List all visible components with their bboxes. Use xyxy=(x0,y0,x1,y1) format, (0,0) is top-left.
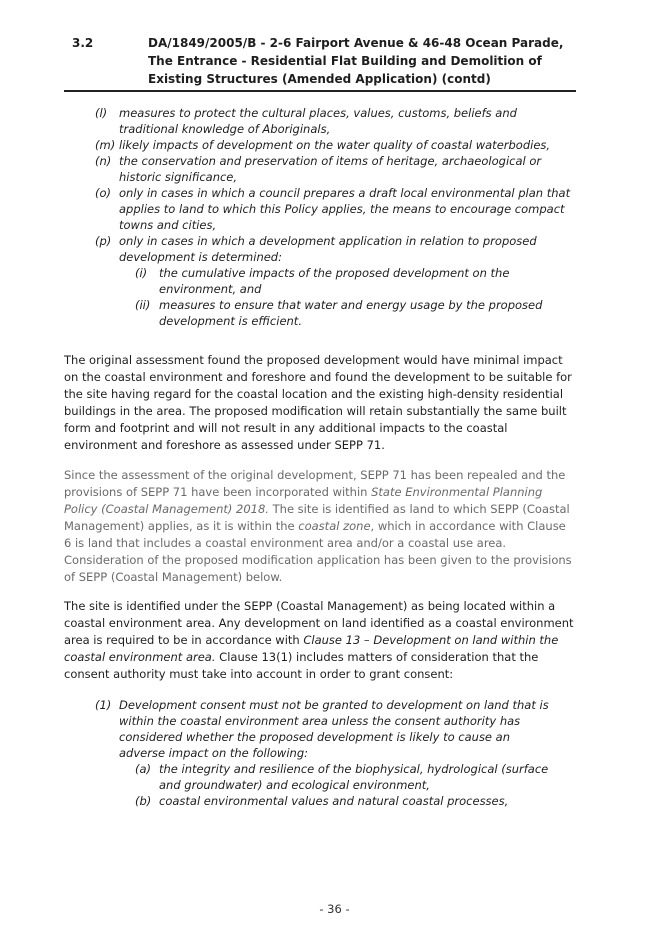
list-item-label: (i) xyxy=(135,266,148,280)
sub-list xyxy=(95,761,550,809)
list-item-label: (l) xyxy=(95,106,108,120)
sub-list-item xyxy=(135,265,575,297)
list-item-text: the conservation and preservation of items of heritage, archaeological or historic significance, xyxy=(119,154,542,184)
sub-list-item xyxy=(135,793,550,809)
list-item-label: (m) xyxy=(95,138,116,152)
sub-list-item xyxy=(135,297,575,329)
list-item xyxy=(95,137,575,153)
clause-list xyxy=(95,697,550,809)
list-item-text: coastal environmental values and natural coastal processes, xyxy=(159,794,509,808)
list-item-text: likely impacts of development on the water quality of coastal waterbodies, xyxy=(119,138,551,152)
list-item-label: (1) xyxy=(95,698,112,712)
list-item xyxy=(95,153,575,185)
header-divider xyxy=(64,90,576,92)
list-item-label: (p) xyxy=(95,234,112,248)
list-item-label: (ii) xyxy=(135,298,151,312)
list-item xyxy=(95,697,550,761)
sepp-paragraph: Since the assessment of the original development, SEPP 71 has been repealed and the provisions of SEPP 71 have been incorporated within State Environmental Planning Policy (Coastal Management) 2018. The site is identified as land to which SEPP (Coastal Management) applies, as it is within the coastal zone, which in accordance with Clause 6 is land that includes a coastal environment area and/or a coastal use area. Consideration of the proposed modification application has been given to the provisions of SEPP (Coastal Management) below. xyxy=(64,468,572,584)
sub-list-item xyxy=(135,761,550,793)
section-title: DA/1849/2005/B - 2-6 Fairport Avenue & 46-48 Ocean Parade, The Entrance - Residential Flat Building and Demolition of Existing Structures (Amended Application) (contd) xyxy=(148,36,564,86)
coastal-zone-term: coastal zone xyxy=(298,519,371,533)
list-item-text: only in cases in which a development application in relation to proposed development is determined: xyxy=(119,234,537,264)
assessment-paragraph: The original assessment found the proposed development would have minimal impact on the coastal environment and foreshore and found the development to be suitable for the site having regard for the coastal location and the existing high-density residential buildings in the area. The proposed modification will retain substantially the same built form and footprint and will not result in any additional impacts to the coastal environment and foreshore as assessed under SEPP 71. xyxy=(64,353,572,452)
matters-list xyxy=(95,105,575,329)
sub-list xyxy=(95,265,575,329)
list-item xyxy=(95,185,575,233)
list-item-label: (o) xyxy=(95,186,112,200)
list-item-label: (a) xyxy=(135,762,152,776)
list-item-text: measures to protect the cultural places, values, customs, beliefs and traditional knowledge of Aboriginals, xyxy=(119,106,517,136)
policy-title: State Environmental Planning Policy (Coastal Management) 2018. xyxy=(64,485,543,516)
list-item-text: Development consent must not be granted to development on land that is within the coastal environment area unless the consent authority has considered whether the proposed development is likely to cause an adverse impact on the following: xyxy=(119,698,549,760)
list-item-text: measures to ensure that water and energy usage by the proposed development is efficient. xyxy=(159,298,543,328)
list-item-label: (n) xyxy=(95,154,112,168)
clause-title: Clause 13 – Development on land within the coastal environment area. xyxy=(64,633,559,664)
section-number: 3.2 xyxy=(72,36,94,50)
list-item-label: (b) xyxy=(135,794,152,808)
list-item-text: only in cases in which a council prepares a draft local environmental plan that applies to land to which this Policy applies, the means to encourage compact towns and cities, xyxy=(119,186,571,232)
list-item xyxy=(95,233,575,265)
coastal-paragraph: The site is identified under the SEPP (Coastal Management) as being located within a coastal environment area. Any development on land identified as a coastal environment area is required to be in accordance with Clause 13 – Development on land within the coastal environment area. Clause 13(1) includes matters of consideration that the consent authority must take into account in order to grant consent: xyxy=(64,599,574,681)
list-item-text: the integrity and resilience of the biophysical, hydrological (surface and groundwater) and ecological environment, xyxy=(159,762,549,792)
list-item xyxy=(95,105,575,137)
list-item-text: the cumulative impacts of the proposed development on the environment, and xyxy=(159,266,510,296)
page-number: - 36 - xyxy=(319,902,350,916)
